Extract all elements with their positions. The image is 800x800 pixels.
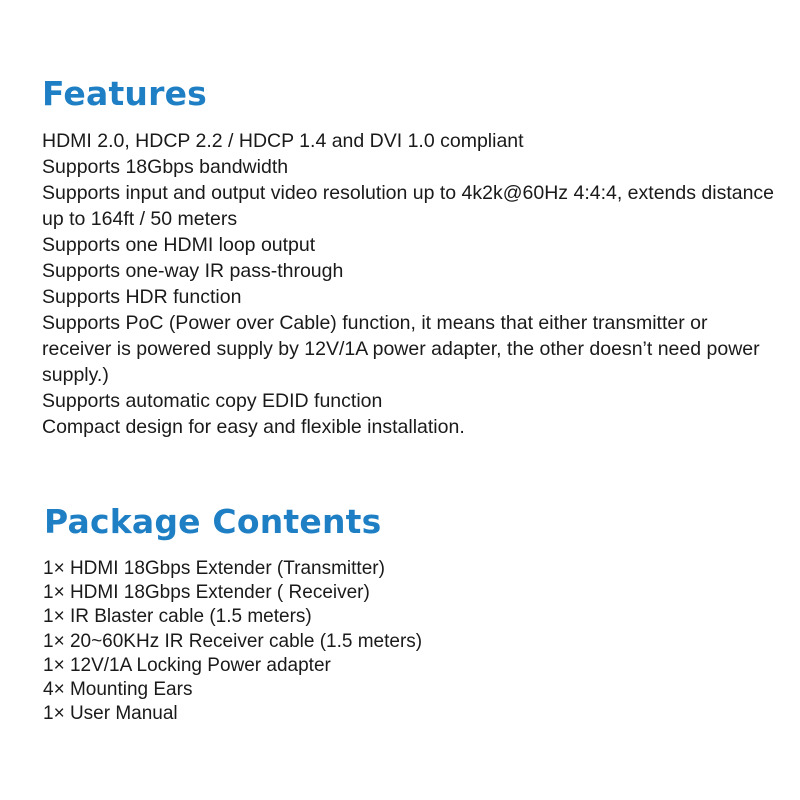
feature-item: Supports automatic copy EDID function xyxy=(42,390,383,412)
feature-item: Supports HDR function xyxy=(42,286,242,308)
features-list xyxy=(42,128,782,440)
feature-item: Supports one HDMI loop output xyxy=(42,234,316,256)
package-item: 1× User Manual xyxy=(43,703,178,725)
features-section xyxy=(42,72,782,440)
feature-item: Supports PoC (Power over Cable) function, it means that either transmitter or receiver is powered supply by 12V/1A power adapter, the other doesn’t need power supply.) xyxy=(42,312,760,386)
package-item: 4× Mounting Ears xyxy=(43,679,193,701)
package-item: 1× IR Blaster cable (1.5 meters) xyxy=(43,606,312,628)
package-item: 1× HDMI 18Gbps Extender ( Receiver) xyxy=(43,582,370,604)
feature-item: Compact design for easy and flexible installation. xyxy=(42,416,465,438)
package-contents-section xyxy=(42,500,782,726)
feature-item: HDMI 2.0, HDCP 2.2 / HDCP 1.4 and DVI 1.0 compliant xyxy=(42,130,524,152)
feature-item: Supports one-way IR pass-through xyxy=(42,260,344,282)
features-heading: Features xyxy=(42,74,208,113)
package-item: 1× HDMI 18Gbps Extender (Transmitter) xyxy=(43,558,385,579)
package-contents-heading: Package Contents xyxy=(44,502,382,541)
package-item: 1× 12V/1A Locking Power adapter xyxy=(43,654,331,676)
package-item: 1× 20~60KHz IR Receiver cable (1.5 meters) xyxy=(43,630,423,652)
feature-item: Supports input and output video resolution up to 4k2k@60Hz 4:4:4, extends distance up to 164ft / 50 meters xyxy=(42,182,775,230)
package-contents-list xyxy=(42,557,782,726)
feature-item: Supports 18Gbps bandwidth xyxy=(42,156,289,178)
